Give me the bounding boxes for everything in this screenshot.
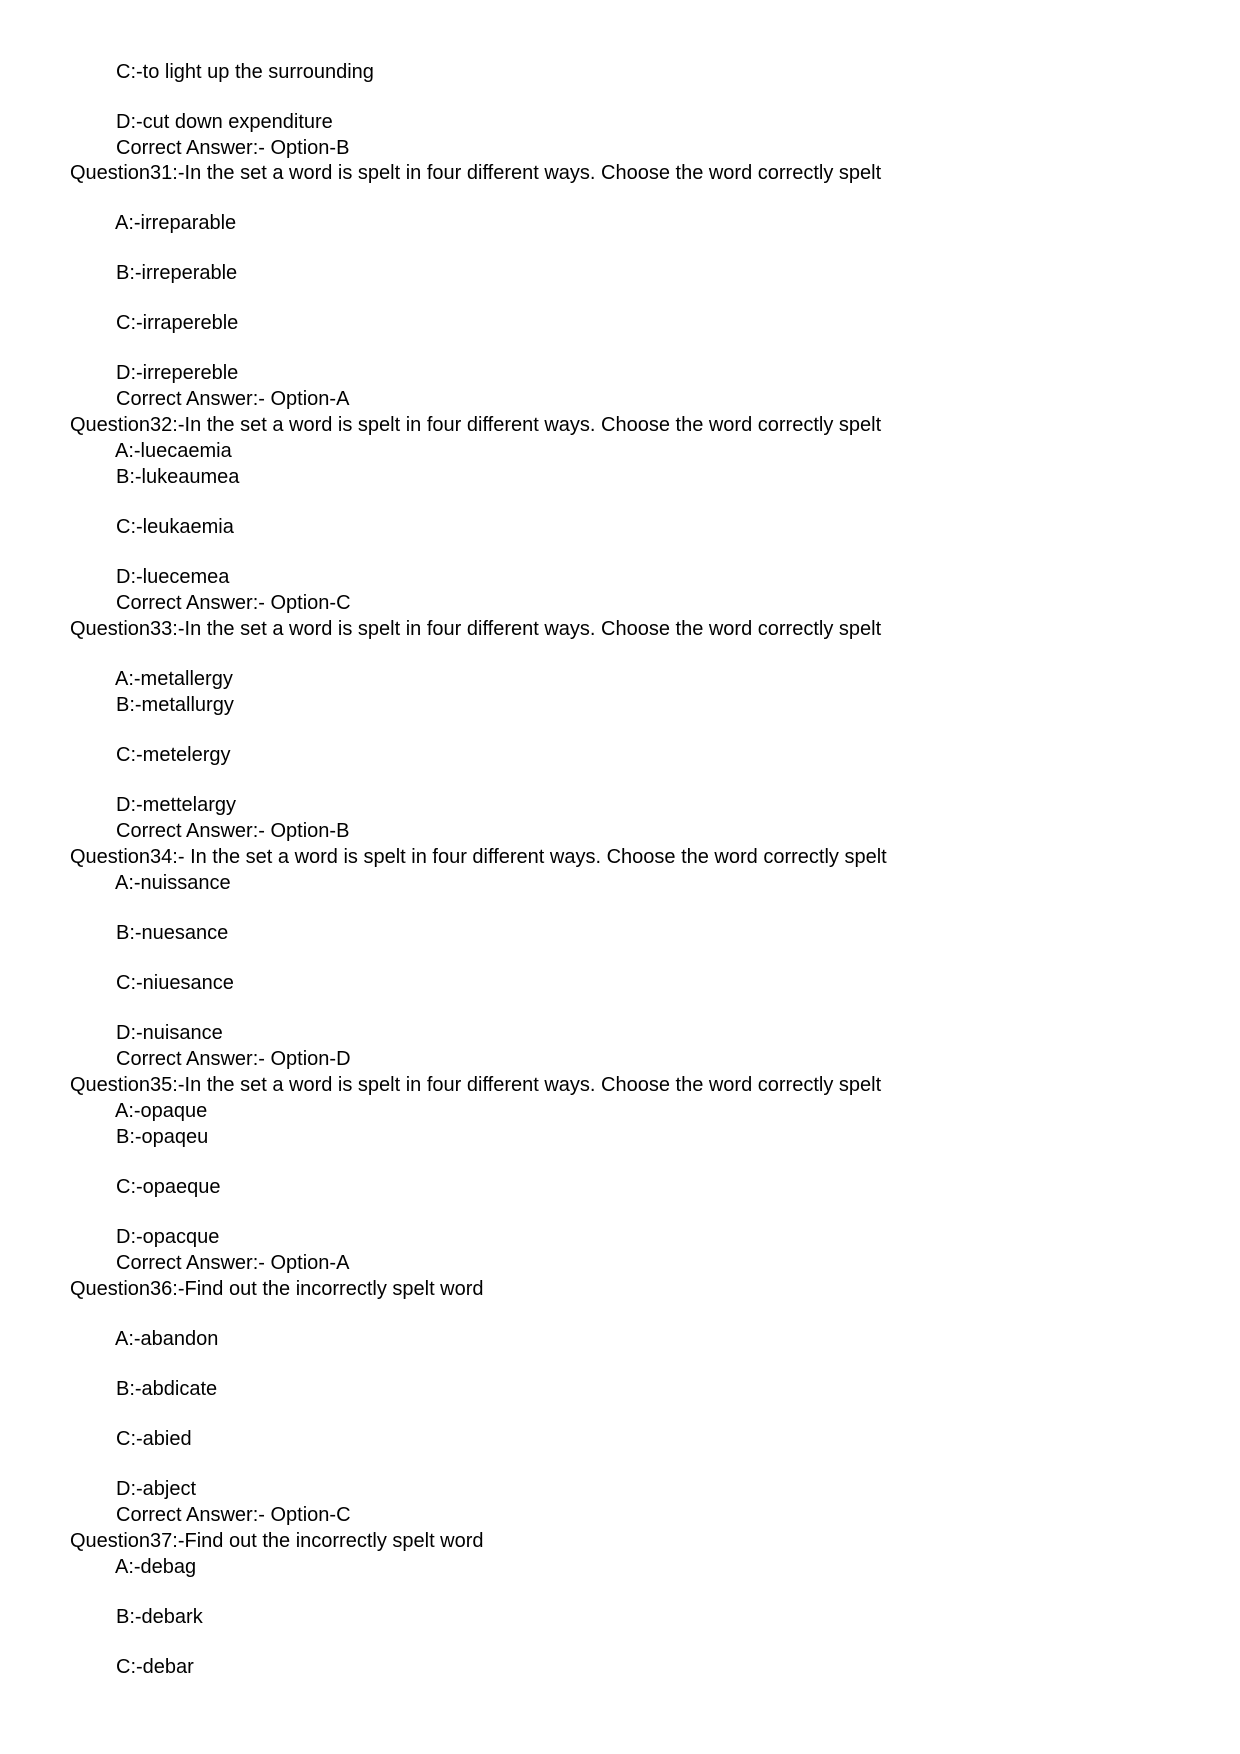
correct-answer-line: Correct Answer:- Option-A	[116, 1252, 350, 1274]
option-line: C:-metelergy	[116, 744, 231, 766]
option-line: A:-nuissance	[115, 872, 231, 894]
option-line: B:-lukeaumea	[116, 466, 240, 488]
option-line: B:-opaqeu	[116, 1126, 209, 1148]
option-line: A:-metallergy	[115, 668, 233, 690]
option-line: B:-debark	[116, 1606, 203, 1628]
option-line: D:-mettelargy	[116, 794, 237, 816]
correct-answer-line: Correct Answer:- Option-C	[116, 1504, 351, 1526]
option-line: B:-metallurgy	[116, 694, 234, 716]
option-line: C:-abied	[116, 1428, 192, 1450]
question-line: Question31:-In the set a word is spelt in four different ways. Choose the word correctly spelt	[70, 162, 882, 184]
question-line: Question36:-Find out the incorrectly spelt word	[70, 1278, 484, 1300]
correct-answer-line: Correct Answer:- Option-C	[116, 592, 351, 614]
option-line: C:-leukaemia	[116, 516, 234, 538]
question-line: Question32:-In the set a word is spelt in four different ways. Choose the word correctly spelt	[70, 414, 882, 436]
option-line: D:-nuisance	[116, 1022, 223, 1044]
question-line: Question37:-Find out the incorrectly spelt word	[70, 1530, 484, 1552]
option-line: D:-cut down expenditure	[116, 111, 333, 133]
option-line: D:-luecemea	[116, 566, 230, 588]
option-line: A:-abandon	[115, 1328, 219, 1350]
question-line: Question34:- In the set a word is spelt in four different ways. Choose the word correctly spelt	[70, 846, 887, 868]
option-line: C:-opaeque	[116, 1176, 221, 1198]
option-line: B:-nuesance	[116, 922, 229, 944]
option-line: C:-to light up the surrounding	[116, 61, 374, 83]
correct-answer-line: Correct Answer:- Option-B	[116, 137, 350, 159]
option-line: C:-debar	[116, 1656, 194, 1678]
option-line: D:-irrepereble	[116, 362, 239, 384]
option-line: A:-opaque	[115, 1100, 208, 1122]
correct-answer-line: Correct Answer:- Option-A	[116, 388, 350, 410]
option-line: A:-luecaemia	[115, 440, 232, 462]
option-line: C:-niuesance	[116, 972, 234, 994]
question-line: Question33:-In the set a word is spelt in four different ways. Choose the word correctly spelt	[70, 618, 882, 640]
option-line: B:-abdicate	[116, 1378, 218, 1400]
question-line: Question35:-In the set a word is spelt in four different ways. Choose the word correctly spelt	[70, 1074, 882, 1096]
option-line: A:-irreparable	[115, 212, 237, 234]
option-line: A:-debag	[115, 1556, 197, 1578]
option-line: B:-irreperable	[116, 262, 238, 284]
correct-answer-line: Correct Answer:- Option-B	[116, 820, 350, 842]
correct-answer-line: Correct Answer:- Option-D	[116, 1048, 351, 1070]
option-line: D:-abject	[116, 1478, 197, 1500]
option-line: D:-opacque	[116, 1226, 220, 1248]
option-line: C:-irrapereble	[116, 312, 239, 334]
